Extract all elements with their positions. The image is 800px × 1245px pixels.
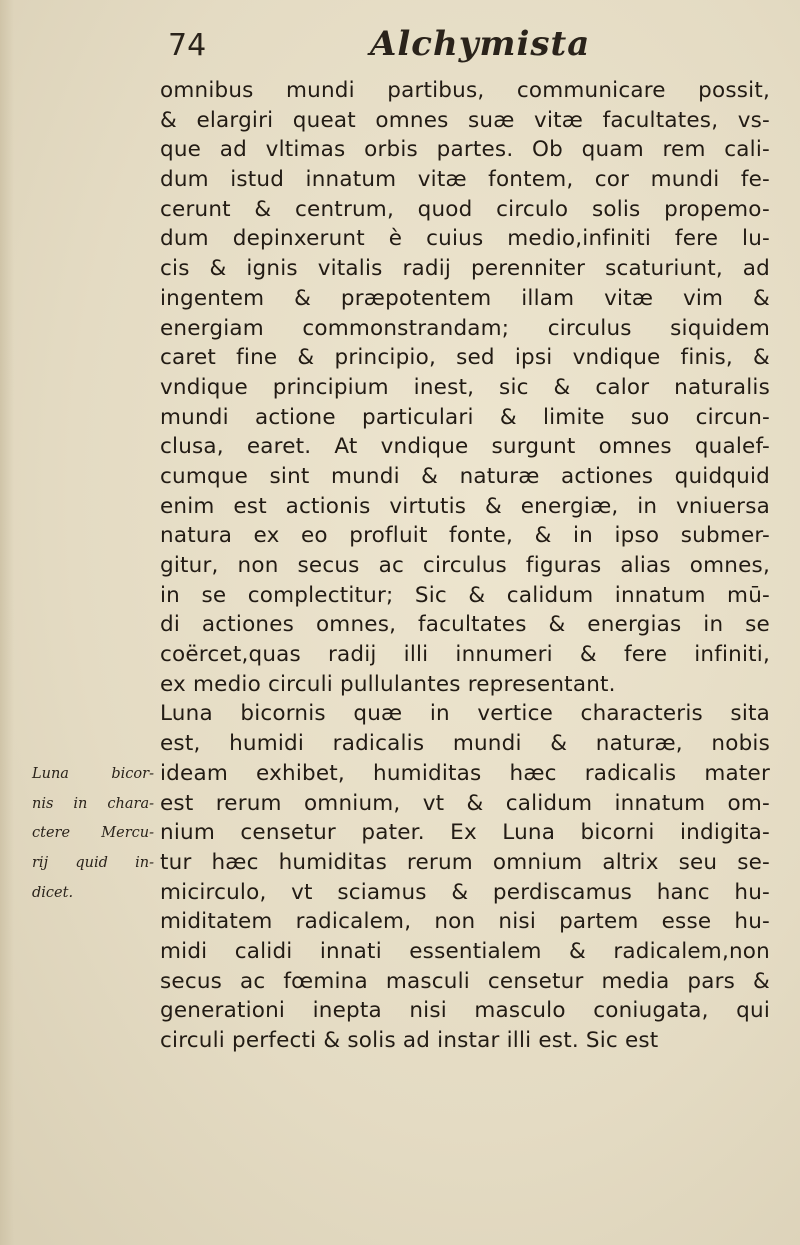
text-line: & elargiri queat omnes suæ vitæ facultates, vs- — [160, 107, 770, 133]
text-line: tur hæc humiditas rerum omnium altrix seu se- — [160, 849, 770, 875]
text-line: cerunt & centrum, quod circulo solis propemo- — [160, 196, 770, 222]
page-edge-shadow — [0, 0, 14, 1245]
margin-note-line: ctere Mercu- — [32, 825, 154, 842]
text-line: cumque sint mundi & naturæ actiones quidquid — [160, 463, 770, 489]
text-line: dum depinxerunt è cuius medio,infiniti fere lu- — [160, 226, 770, 252]
text-line: nium censetur pater. Ex Luna bicorni indigita- — [160, 820, 770, 846]
text-line: micirculo, vt sciamus & perdiscamus hanc hu- — [160, 879, 770, 905]
text-line: enim est actionis virtutis & energiæ, in vniuersa — [160, 493, 770, 519]
text-line: generationi inepta nisi masculo coniugata, qui — [160, 998, 770, 1024]
body-text — [160, 76, 770, 1056]
text-line: secus ac fœmina masculi censetur media pars & — [160, 968, 770, 994]
running-head: Alchymista — [370, 24, 591, 64]
text-line: gitur, non secus ac circulus figuras alias omnes, — [160, 553, 770, 578]
margin-note-line: Luna bicor- — [32, 766, 154, 782]
text-line: di actiones omnes, facultates & energias in se — [160, 612, 770, 638]
page-header — [160, 22, 760, 72]
text-line: dum istud innatum vitæ fontem, cor mundi fe- — [160, 167, 770, 193]
text-line: est, humidi radicalis mundi & naturæ, nobis — [160, 731, 770, 757]
text-line: clusa, earet. At vndique surgunt omnes qualef- — [160, 434, 770, 460]
text-line: natura ex eo profluit fonte, & in ipso submer- — [160, 523, 770, 549]
text-line: que ad vltimas orbis partes. Ob quam rem cali- — [160, 137, 770, 163]
text-line: circuli perfecti & solis ad instar illi est. Sic est — [160, 1028, 659, 1053]
text-line: vndique principium inest, sic & calor naturalis — [160, 374, 770, 400]
text-line: ideam exhibet, humiditas hæc radicalis mater — [160, 760, 770, 786]
text-line: omnibus mundi partibus, communicare possit, — [160, 78, 770, 103]
text-line: miditatem radicalem, non nisi partem esse hu- — [160, 909, 770, 935]
text-line: mundi actione particulari & limite suo circun- — [160, 404, 770, 430]
margin-note-line: nis in chara- — [32, 795, 154, 812]
text-line: cis & ignis vitalis radij perenniter scaturiunt, ad — [160, 256, 770, 282]
text-line: midi calidi innati essentialem & radicalem,non — [160, 938, 770, 964]
page-number: 74 — [168, 28, 207, 63]
text-line: Luna bicornis quæ in vertice characteris sita — [160, 701, 770, 727]
text-line: caret fine & principio, sed ipsi vndique finis, & — [160, 345, 770, 371]
text-line: ex medio circuli pullulantes representant. — [160, 671, 616, 697]
margin-note-line: rij quid in- — [32, 855, 154, 872]
text-line: ingentem & præpotentem illam vitæ vim & — [160, 285, 770, 311]
text-line: coërcet,quas radij illi innumeri & fere infiniti, — [160, 642, 770, 668]
text-line: in se complectitur; Sic & calidum innatum mū- — [160, 582, 770, 608]
margin-note-line: dicet. — [32, 884, 74, 901]
marginal-note — [32, 760, 154, 908]
text-line: est rerum omnium, vt & calidum innatum om- — [160, 790, 770, 816]
text-line: energiam commonstrandam; circulus siquidem — [160, 315, 770, 341]
